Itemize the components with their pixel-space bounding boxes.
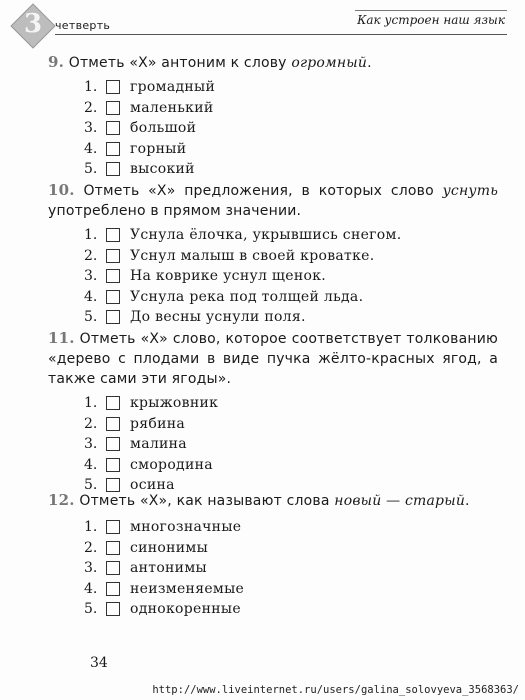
task-number: 12. [48,491,75,509]
option-number: 3. [84,120,98,136]
option-text: Уснула река под толщей льда. [130,288,364,305]
option-number: 4. [84,580,98,597]
option-item [84,246,498,267]
task-number: 10. [48,181,75,199]
answer-checkbox[interactable] [106,458,120,472]
page-header [0,0,525,50]
task-prompt: Отметь «Х» предложения, в которых слово [83,183,443,199]
book-title: Как устроен наш язык [357,13,505,27]
option-number: 4. [84,140,98,157]
option-text: неизменяемые [130,580,245,597]
task-prompt-end: . [367,55,372,71]
option-item [84,517,498,538]
option-text: рябина [130,415,186,432]
task-number: 9. [48,53,65,71]
task-prompt: Отметь «Х» антоним к слову [68,55,292,71]
answer-checkbox[interactable] [106,80,120,94]
option-text: синонимы [130,539,209,556]
option-number: 5. [84,601,98,617]
option-item [84,599,498,620]
option-item [84,77,498,98]
option-item [84,159,498,180]
option-item [84,225,498,246]
options-list [84,393,498,496]
option-number: 3. [84,436,98,452]
option-item [84,139,498,160]
option-text: осина [130,477,175,493]
option-text: горный [130,140,187,157]
option-text: большой [130,120,197,136]
option-item [84,558,498,579]
option-item [84,538,498,559]
task-12 [48,490,498,620]
task-prompt: Отметь «Х», как называют слова [79,493,335,509]
option-item [84,393,498,414]
watermark-url: http://www.liveinternet.ru/users/galina_solovyeva_3568363/ [152,684,519,696]
task-prompt-italic: огромный [291,55,368,71]
option-number: 2. [84,247,98,264]
option-text: высокий [130,161,195,177]
answer-checkbox[interactable] [106,396,120,410]
option-number: 3. [84,560,98,576]
option-number: 1. [84,227,98,243]
task-11 [48,328,498,496]
answer-checkbox[interactable] [106,162,120,176]
option-number: 1. [84,395,98,411]
answer-checkbox[interactable] [106,602,120,616]
option-number: 5. [84,309,98,325]
answer-checkbox[interactable] [106,101,120,115]
option-text: малина [130,436,187,452]
option-text: антонимы [130,560,207,576]
answer-checkbox[interactable] [106,310,120,324]
option-text: крыжовник [130,395,219,411]
option-item [84,414,498,435]
task-9 [48,52,498,180]
option-item [84,287,498,308]
option-number: 1. [84,79,98,95]
option-text: Уснул малыш в своей кроватке. [130,247,375,264]
task-number: 11. [48,329,75,347]
option-text: смородина [130,456,213,473]
header-rule [55,34,507,35]
quarter-badge-number: 3 [23,9,43,39]
task-prompt-end: употреблено в прямом значении. [48,203,302,219]
option-item [84,98,498,119]
answer-checkbox[interactable] [106,142,120,156]
task-question [48,490,498,511]
option-item [84,455,498,476]
options-list [84,225,498,328]
answer-checkbox[interactable] [106,121,120,135]
header-top-rule [355,10,507,11]
answer-checkbox[interactable] [106,228,120,242]
option-text: многозначные [130,519,242,535]
option-number: 2. [84,539,98,556]
answer-checkbox[interactable] [106,561,120,575]
options-list [84,77,498,180]
task-prompt-italic: уснуть [442,183,499,199]
option-item [84,579,498,600]
option-number: 4. [84,456,98,473]
option-text: На коврике уснул щенок. [130,268,326,284]
option-item [84,118,498,139]
option-item [84,266,498,287]
answer-checkbox[interactable] [106,582,120,596]
option-number: 3. [84,268,98,284]
option-text: маленький [130,99,214,116]
quarter-label: четверть [55,19,111,32]
task-prompt-italic: новый — старый [334,493,466,509]
option-number: 1. [84,519,98,535]
task-question [48,180,498,221]
option-item [84,307,498,328]
option-number: 2. [84,415,98,432]
option-text: Уснула ёлочка, укрывшись снегом. [130,227,402,243]
answer-checkbox[interactable] [106,417,120,431]
option-number: 4. [84,288,98,305]
task-prompt-end: . [465,493,470,509]
task-prompt: Отметь «Х» слово, которое соответствует толкованию «дерево с плодами в виде пучка жёлто-красных ягод, а также сами эти ягоды». [48,331,498,387]
option-number: 5. [84,477,98,493]
task-question [48,52,498,73]
answer-checkbox[interactable] [106,290,120,304]
page-number: 34 [90,655,108,671]
answer-checkbox[interactable] [106,269,120,283]
task-10 [48,180,498,328]
option-item [84,434,498,455]
answer-checkbox[interactable] [106,437,120,451]
option-number: 2. [84,99,98,116]
option-text: До весны уснули поля. [130,309,306,325]
options-list [84,517,498,620]
answer-checkbox[interactable] [106,249,120,263]
answer-checkbox[interactable] [106,541,120,555]
option-text: громадный [130,79,216,95]
option-text: однокоренные [130,601,241,617]
answer-checkbox[interactable] [106,520,120,534]
task-question [48,328,498,389]
option-number: 5. [84,161,98,177]
